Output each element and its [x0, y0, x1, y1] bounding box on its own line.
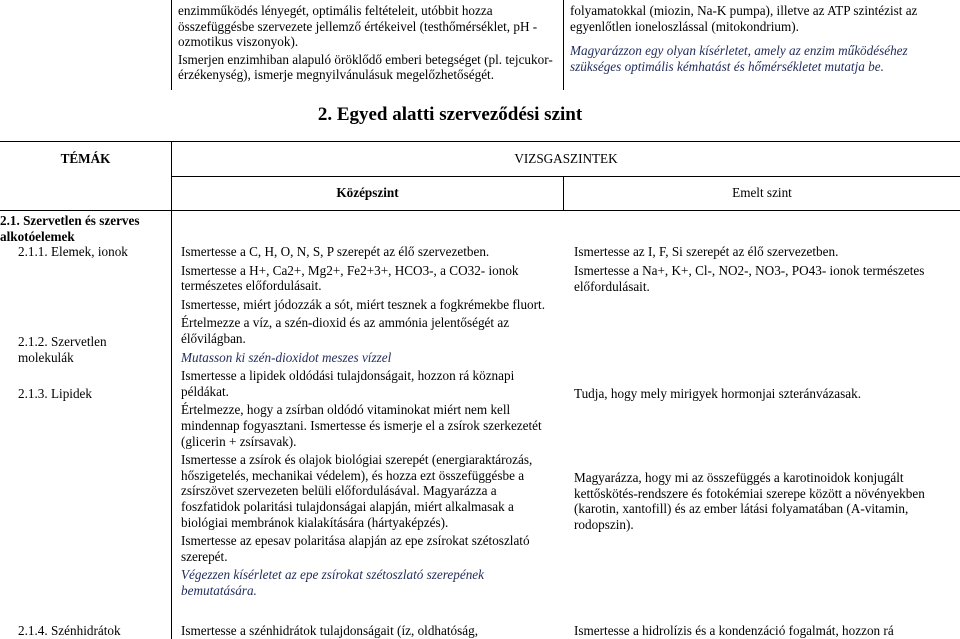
mid-column — [181, 244, 558, 601]
header-temak: TÉMÁK — [60, 151, 111, 166]
mid-2-1-3-c: Ismertesse a zsírok és olajok biológiai szerepét (energiaraktározás, hőszigetelés, mechanikai védelem), és hozza ezt összefüggésbe a zsírszövet szervezeten belüli előfordulásával. Magyarázza a foszfatidok polaritási tulajdonságai alapján, miért alkalmasak a biológiai membránok kialakítására (hártyaképzés). — [181, 452, 533, 530]
mid-2-1-3-d: Ismertesse az epesav polaritása alapján az epe zsírokat szétoszlató szerepét. — [181, 533, 530, 564]
row-2-1-1-label: 2.1.1. Elemek, ionok — [18, 244, 128, 259]
top-vline-mid — [563, 0, 564, 90]
right-2-1-3-b: Magyarázza, hogy mi az összefüggés a karotinoidok konjugált kettőskötés-rendszere és fotokémiai szerepe között a növényekben (karotin, xantofill) és az ember látási folyamatában (A-vitamin, rodopszin). — [574, 470, 925, 532]
header-bottom-border — [0, 210, 960, 211]
mid-2-1-3-italic: Végezzen kísérletet az epe zsírokat szétoszlató szerepének bemutatására. — [181, 567, 484, 598]
top-right-cell — [570, 3, 955, 80]
mid-2-1-2-italic: Mutasson ki szén-dioxidot meszes vízzel — [181, 349, 392, 365]
right-2-1-4: Ismertesse a hidrolízis és a kondenzáció fogalmát, hozzon rá — [574, 623, 894, 638]
row-2-1-3-label: 2.1.3. Lipidek — [18, 386, 92, 401]
top-vline-left — [171, 0, 172, 90]
table-vline-1 — [171, 141, 172, 639]
mid-2-1-4: Ismertesse a szénhidrátok tulajdonságait (íz, oldhatóság, — [181, 623, 478, 638]
mid-2-1-1-a: Ismertesse a C, H, O, N, S, P szerepét az élő szervezetben. — [181, 244, 490, 259]
top-right-italic: Magyarázzon egy olyan kísérletet, amely az enzim működéséhez szükséges optimális kémhatást és hőmérsékletet mutatja be. — [570, 43, 908, 74]
mid-2-1-1-c: Ismertesse, miért jódozzák a sót, miért tesznek a fogkrémekbe fluort. — [181, 296, 545, 312]
top-left-text-2: Ismerjen enzimhiban alapuló öröklődő emberi betegséget (pl. tejcukor-érzékenység), ismerje megnyilvánulásuk megelőzhetőségét. — [178, 51, 553, 83]
top-left-cell — [178, 3, 558, 89]
row-2-1-4-label: 2.1.4. Szénhidrátok — [18, 623, 121, 638]
row-2-1-label: 2.1. Szervetlen és szerves alkotóelemek — [0, 213, 140, 244]
header-kozepszint: Középszint — [336, 185, 399, 200]
mid-2-1-3-b: Értelmezze, hogy a zsírban oldódó vitaminokat miért nem kell mindennap fogyasztani. Ismertesse és ismerje el a zsírok szerkezetét (glicerin + zsírsavak). — [181, 402, 542, 449]
top-right-text: folyamatokkal (miozin, Na-K pumpa), illetve az ATP szintézist az egyenlőtlen ioneloszlással (mitokondrium). — [570, 3, 918, 34]
right-2-1-1-b: Ismertesse a Na+, K+, Cl-, NO2-, NO3-, PO43- ionok természetes előfordulásait. — [574, 263, 925, 294]
mid-2-1-2-a: Értelmezze a víz, a szén-dioxid és az ammónia jelentőségét az élővilágban. — [181, 315, 510, 346]
right-2-1-3-a: Tudja, hogy mely mirigyek hormonjai szteránvázasak. — [574, 386, 862, 401]
header-vizsgaszintek: VIZSGASZINTEK — [514, 151, 618, 166]
mid-2-1-3-a: Ismertesse a lipidek oldódási tulajdonságait, hozzon rá köznapi példákat. — [181, 368, 515, 399]
table-top-border — [0, 141, 960, 142]
right-2-1-1-a: Ismertesse az I, F, Si szerepét az élő szervezetben. — [574, 244, 839, 259]
top-left-text: enzimműködés lényegét, optimális feltételeit, utóbbit hozza összefüggésbe szervezete jellemző értékeivel (testhőmérséklet, pH - ozmotikus viszonyok). — [178, 3, 538, 50]
row-2-1-2-label: 2.1.2. Szervetlen molekulák — [18, 334, 107, 365]
mid-2-1-1-b: Ismertesse a H+, Ca2+, Mg2+, Fe2+3+, HCO3-, a CO32- ionok természetes előfordulásait. — [181, 262, 519, 294]
header-emelt: Emelt szint — [732, 185, 792, 200]
header-mid-border — [171, 176, 960, 177]
section-title: 2. Egyed alatti szerveződési szint — [317, 104, 583, 125]
